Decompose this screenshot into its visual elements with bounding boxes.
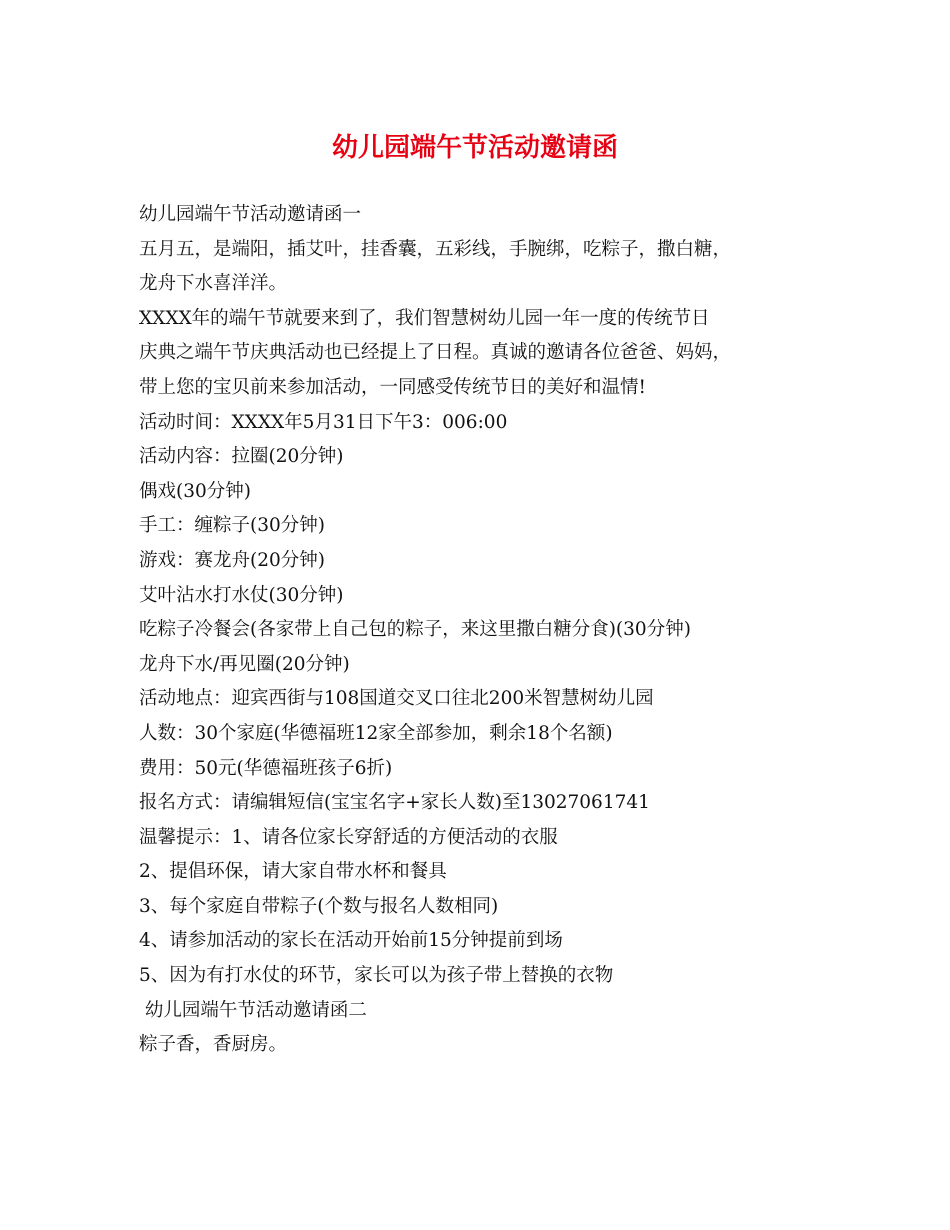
- activity-content: 活动内容：拉圈(20分钟): [139, 446, 344, 468]
- activity-time: 活动时间：XXXX年5月31日下午3：006:00: [139, 411, 508, 433]
- paragraph-line: 庆典之端午节庆典活动也已经提上了日程。真诚的邀请各位爸爸、妈妈，: [139, 342, 732, 364]
- activity-item: 手工：缠粽子(30分钟): [139, 515, 325, 537]
- section-heading-1: 幼儿园端午节活动邀请函一: [139, 204, 362, 225]
- paragraph-line: XXXX年的端午节就要来到了，我们智慧树幼儿园一年一度的传统节日: [139, 307, 710, 329]
- activity-item: 吃粽子冷餐会(各家带上自己包的粽子，来这里撒白糖分食)(30分钟): [139, 619, 691, 641]
- activity-location: 活动地点：迎宾西街与108国道交叉口往北200米智慧树幼儿园: [139, 688, 654, 710]
- activity-item: 龙舟下水/再见圈(20分钟): [139, 653, 350, 675]
- registration-method: 报名方式：请编辑短信(宝宝名字+家长人数)至13027061741: [139, 792, 650, 814]
- paragraph-line: 五月五，是端阳，插艾叶，挂香囊，五彩线，手腕绑，吃粽子，撒白糖，: [139, 238, 732, 260]
- paragraph-line: 粽子香，香厨房。: [139, 1034, 288, 1056]
- paragraph-line: 带上您的宝贝前来参加活动，一同感受传统节日的美好和温情!: [139, 376, 646, 398]
- activity-item: 游戏：赛龙舟(20分钟): [139, 549, 325, 571]
- activity-fee: 费用：50元(华德福班孩子6折): [139, 757, 393, 779]
- participant-count: 人数：30个家庭(华德福班12家全部参加，剩余18个名额): [139, 722, 613, 744]
- paragraph-line: 龙舟下水喜洋洋。: [139, 273, 288, 295]
- section-heading-2: 幼儿园端午节活动邀请函二: [139, 999, 367, 1021]
- activity-item: 偶戏(30分钟): [139, 480, 251, 502]
- reminder-line: 3、每个家庭自带粽子(个数与报名人数相同): [139, 895, 499, 917]
- document-title: 幼儿园端午节活动邀请函: [331, 133, 618, 163]
- reminder-line: 4、请参加活动的家长在活动开始前15分钟提前到场: [139, 930, 563, 952]
- reminder-line: 5、因为有打水仗的环节，家长可以为孩子带上替换的衣物: [139, 965, 614, 987]
- document-body: [139, 198, 839, 1063]
- reminder-line: 2、提倡环保，请大家自带水杯和餐具: [139, 861, 447, 883]
- reminder-line: 温馨提示：1、请各位家长穿舒适的方便活动的衣服: [139, 826, 558, 848]
- activity-item: 艾叶沾水打水仗(30分钟): [139, 584, 344, 606]
